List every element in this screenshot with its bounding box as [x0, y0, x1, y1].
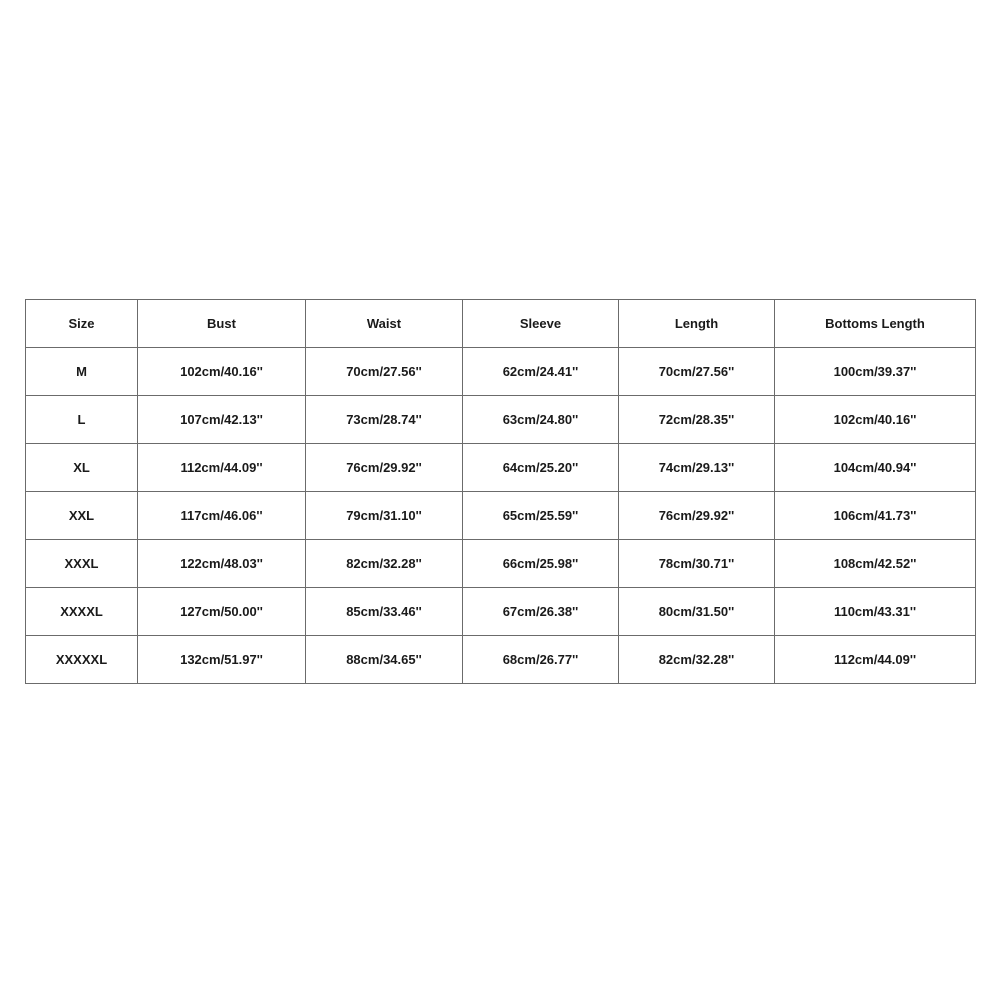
size-cell: L — [26, 396, 138, 444]
bottoms-length-cell: 100cm/39.37'' — [775, 348, 976, 396]
table-row — [26, 396, 976, 444]
header-cell-waist: Waist — [306, 300, 463, 348]
sleeve-cell: 67cm/26.38'' — [463, 588, 619, 636]
length-cell: 72cm/28.35'' — [619, 396, 775, 444]
bust-cell: 122cm/48.03'' — [138, 540, 306, 588]
size-cell: XXXXL — [26, 588, 138, 636]
length-cell: 74cm/29.13'' — [619, 444, 775, 492]
table-row — [26, 636, 976, 684]
waist-cell: 70cm/27.56'' — [306, 348, 463, 396]
bottoms-length-cell: 104cm/40.94'' — [775, 444, 976, 492]
table-row — [26, 348, 976, 396]
waist-cell: 79cm/31.10'' — [306, 492, 463, 540]
bust-cell: 117cm/46.06'' — [138, 492, 306, 540]
header-cell-bust: Bust — [138, 300, 306, 348]
size-cell: XXL — [26, 492, 138, 540]
waist-cell: 85cm/33.46'' — [306, 588, 463, 636]
size-cell: M — [26, 348, 138, 396]
bottoms-length-cell: 112cm/44.09'' — [775, 636, 976, 684]
bust-cell: 127cm/50.00'' — [138, 588, 306, 636]
sleeve-cell: 66cm/25.98'' — [463, 540, 619, 588]
header-cell-sleeve: Sleeve — [463, 300, 619, 348]
size-cell: XXXXXL — [26, 636, 138, 684]
bust-cell: 107cm/42.13'' — [138, 396, 306, 444]
table-row — [26, 588, 976, 636]
length-cell: 76cm/29.92'' — [619, 492, 775, 540]
bust-cell: 132cm/51.97'' — [138, 636, 306, 684]
header-cell-length: Length — [619, 300, 775, 348]
size-chart-header — [26, 300, 976, 348]
table-row — [26, 540, 976, 588]
bust-cell: 102cm/40.16'' — [138, 348, 306, 396]
bottoms-length-cell: 102cm/40.16'' — [775, 396, 976, 444]
waist-cell: 73cm/28.74'' — [306, 396, 463, 444]
bottoms-length-cell: 110cm/43.31'' — [775, 588, 976, 636]
header-cell-size: Size — [26, 300, 138, 348]
sleeve-cell: 65cm/25.59'' — [463, 492, 619, 540]
size-cell: XXXL — [26, 540, 138, 588]
sleeve-cell: 68cm/26.77'' — [463, 636, 619, 684]
waist-cell: 82cm/32.28'' — [306, 540, 463, 588]
length-cell: 82cm/32.28'' — [619, 636, 775, 684]
size-cell: XL — [26, 444, 138, 492]
sleeve-cell: 62cm/24.41'' — [463, 348, 619, 396]
waist-cell: 88cm/34.65'' — [306, 636, 463, 684]
sleeve-cell: 64cm/25.20'' — [463, 444, 619, 492]
table-row — [26, 444, 976, 492]
bottoms-length-cell: 108cm/42.52'' — [775, 540, 976, 588]
header-cell-bottoms-length: Bottoms Length — [775, 300, 976, 348]
size-chart-body — [26, 348, 976, 684]
length-cell: 70cm/27.56'' — [619, 348, 775, 396]
length-cell: 78cm/30.71'' — [619, 540, 775, 588]
sleeve-cell: 63cm/24.80'' — [463, 396, 619, 444]
bottoms-length-cell: 106cm/41.73'' — [775, 492, 976, 540]
header-row — [26, 300, 976, 348]
length-cell: 80cm/31.50'' — [619, 588, 775, 636]
waist-cell: 76cm/29.92'' — [306, 444, 463, 492]
bust-cell: 112cm/44.09'' — [138, 444, 306, 492]
size-chart-table — [25, 299, 976, 684]
table-row — [26, 492, 976, 540]
